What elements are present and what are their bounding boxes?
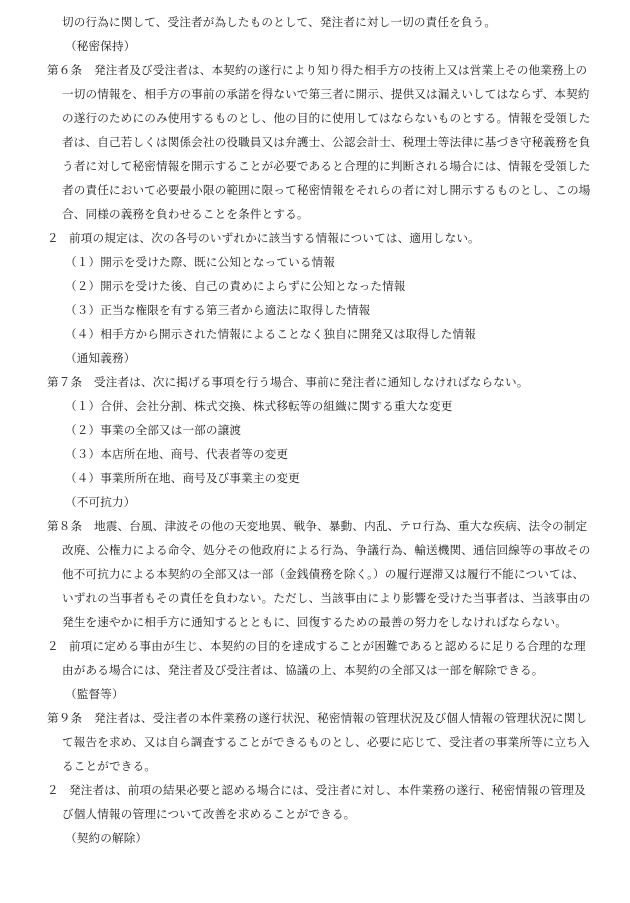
list-item	[65, 468, 300, 488]
list-item	[65, 300, 370, 320]
body-text: （１）合併、会社分割、株式交換、株式移転等の組織に関する重大な変更	[65, 399, 453, 413]
body-text: 地震、台風、津波その他の天変地異、戦争、暴動、内乱、テロ行為、重大な疾病、法令の制定	[94, 519, 588, 533]
body-text: 改廃、公権力による命令、処分その他政府による行為、争議行為、輸送機関、通信回線等の事故その	[62, 543, 591, 557]
article-9-line	[62, 756, 156, 776]
heading-text: （通知義務）	[65, 351, 136, 365]
article-8	[47, 516, 587, 536]
list-item	[65, 396, 453, 416]
body-text: 者の責任において必要最小限の範囲に限って秘密情報をそれらの者に対し開示するものとし、この場	[62, 183, 591, 197]
article-6-line	[62, 180, 590, 200]
article-number: 第７条	[47, 375, 83, 389]
list-item	[65, 324, 476, 344]
heading-text: （契約の解除）	[65, 831, 148, 845]
body-text: 発注者及び受注者は、本契約の遂行により知り得た相手方の技術上又は営業上その他業務上の	[94, 63, 588, 77]
list-item	[65, 444, 288, 464]
article-9	[47, 708, 587, 728]
paragraph-number: ２	[47, 231, 59, 245]
list-item	[65, 276, 406, 296]
article-7	[47, 372, 529, 392]
article-8-paragraph-2-line	[62, 660, 544, 680]
body-text: 切の行為に関して、受注者が為したものとして、発注者に対し一切の責任を負う。	[62, 15, 497, 29]
body-text: 発注者は、前項の結果必要と認める場合には、受注者に対し、本件業務の遂行、秘密情報の管理及	[69, 783, 586, 797]
heading-text: （監督等）	[65, 687, 124, 701]
article-8-line	[62, 540, 590, 560]
body-text: て報告を求め、又は自ら調査することができるものとし、必要に応じて、受注者の事業所等に立ち入	[62, 735, 590, 749]
article-number: 第９条	[47, 711, 83, 725]
body-text: う者に対して秘密情報を開示することが必要であると合理的に判断される場合には、情報を受領した	[62, 159, 591, 173]
body-text: ることができる。	[62, 759, 156, 773]
heading-text: （秘密保持）	[65, 39, 136, 53]
body-text: び個人情報の管理について改善を求めることができる。	[62, 807, 356, 821]
list-item	[65, 252, 335, 272]
article-6-paragraph-2	[47, 228, 480, 248]
body-text: 発注者は、受注者の本件業務の遂行状況、秘密情報の管理状況及び個人情報の管理状況に関し	[94, 711, 588, 725]
paragraph-number: ２	[47, 639, 59, 653]
body-text: 者は、自己若しくは関係会社の役職員又は弁護士、公認会計士、税理士等法律に基づき守秘義務を負	[62, 135, 591, 149]
article-6-line	[62, 156, 590, 176]
body-text: （３）本店所在地、商号、代表者等の変更	[65, 447, 289, 461]
article-number: 第８条	[47, 519, 83, 533]
heading-supervision	[65, 684, 124, 704]
body-text: （４）事業所所在地、商号及び事業主の変更	[65, 471, 300, 485]
article-6-line	[62, 204, 309, 224]
body-text: 由がある場合には、発注者及び受注者は、協議の上、本契約の全部又は一部を解除できる。	[62, 663, 544, 677]
article-6-line	[62, 84, 590, 104]
article-8-paragraph-2	[47, 636, 586, 656]
body-text: 発生を速やかに相手方に通知するとともに、回復するための最善の努力をしなければならない。	[62, 615, 567, 629]
heading-text: （不可抗力）	[65, 495, 136, 509]
article-8-line	[62, 564, 584, 584]
article-9-paragraph-2	[47, 780, 586, 800]
body-text: （３）正当な権限を有する第三者から適法に取得した情報	[65, 303, 371, 317]
article-6-line	[62, 132, 590, 152]
heading-force-majeure	[65, 492, 135, 512]
article-9-paragraph-2-line	[62, 804, 355, 824]
article-6	[47, 60, 587, 80]
paragraph-number: ２	[47, 783, 59, 797]
body-text: 他不可抗力による本契約の全部又は一部（金銭債務を除く。）の履行遅滞又は履行不能については、	[62, 567, 585, 581]
body-text: （２）事業の全部又は一部の譲渡	[65, 423, 242, 437]
body-text: 受注者は、次に掲げる事項を行う場合、事前に発注者に通知しなければならない。	[94, 375, 529, 389]
heading-notification	[65, 348, 135, 368]
body-text: （１）開示を受けた際、既に公知となっている情報	[65, 255, 336, 269]
article-6-line	[62, 108, 590, 128]
article-5-continuation	[62, 12, 496, 32]
body-text: いずれの当事者もその責任を負わない。ただし、当該事由により影響を受けた当事者は、当該事由の	[62, 591, 591, 605]
heading-termination	[65, 828, 147, 848]
body-text: 前項に定める事由が生じ、本契約の目的を達成することが困難であると認めるに足りる合理的な理	[69, 639, 586, 653]
body-text: （２）開示を受けた後、自己の責めによらずに公知となった情報	[65, 279, 406, 293]
body-text: の遂行のためにのみ使用するものとし、他の目的に使用してはならないものとする。情報を受領した	[62, 111, 591, 125]
body-text: 合、同様の義務を負わせることを条件とする。	[62, 207, 309, 221]
body-text: （４）相手方から開示された情報によることなく独自に開発又は取得した情報	[65, 327, 477, 341]
article-8-line	[62, 588, 590, 608]
heading-confidentiality	[65, 36, 135, 56]
article-9-line	[62, 732, 590, 752]
list-item	[65, 420, 241, 440]
body-text: 前項の規定は、次の各号のいずれかに該当する情報については、適用しない。	[69, 231, 480, 245]
article-number: 第６条	[47, 63, 83, 77]
article-8-line	[62, 612, 567, 632]
body-text: 一切の情報を、相手方の事前の承諾を得ないで第三者に開示、提供又は漏えいしてはならず、本契約	[62, 87, 590, 101]
